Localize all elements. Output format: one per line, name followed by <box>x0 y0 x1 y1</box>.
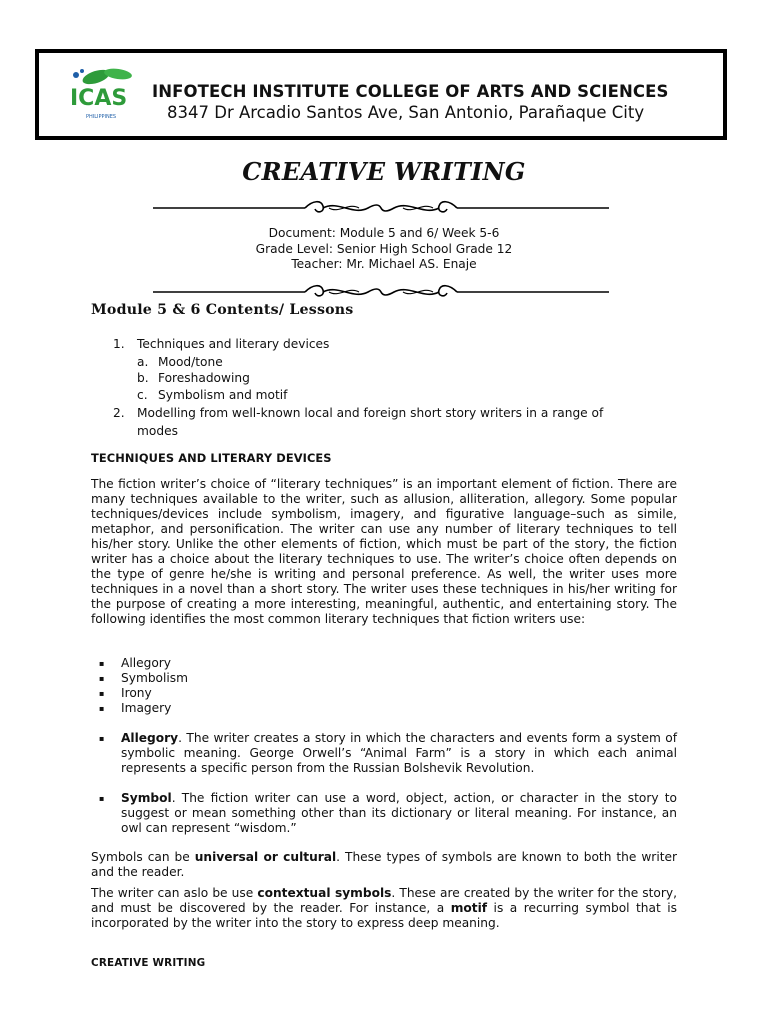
toc-subtext: Foreshadowing <box>158 371 250 385</box>
bullet-icon: ▪ <box>99 689 105 698</box>
list-item-text: Irony <box>121 686 152 700</box>
symbol-text: . The fiction writer can use a word, object, action, or character in the story to suggest or mean something other than its dictionary or literal meaning. For instance, an owl can represent “wisdom.” <box>121 791 677 835</box>
techniques-heading: TECHNIQUES AND LITERARY DEVICES <box>91 451 332 465</box>
list-item-text: Imagery <box>121 701 172 715</box>
allegory-term: Allegory <box>121 731 179 745</box>
symbol-term: Symbol <box>121 791 172 805</box>
toc-text: modes <box>137 424 178 438</box>
toc-subtext: Mood/tone <box>158 355 223 369</box>
toc-text: Modelling from well-known local and foreign short story writers in a range of <box>137 406 604 420</box>
list-item-text: Symbolism <box>121 671 189 685</box>
toc-letter: c. <box>137 388 148 402</box>
toc-letter: b. <box>137 371 149 385</box>
bullet-icon: ▪ <box>99 659 105 668</box>
universal-symbols-paragraph <box>91 850 677 880</box>
allegory-definition <box>121 731 677 776</box>
contextual-symbols-paragraph <box>91 886 677 931</box>
list-item-text: Allegory <box>121 656 172 670</box>
page-footer: CREATIVE WRITING <box>91 957 206 969</box>
document-info: Document: Module 5 and 6/ Week 5-6 <box>268 226 500 240</box>
universal-term: universal or cultural <box>194 850 337 864</box>
allegory-text: . The writer creates a story in which the characters and events form a system of symbolic meaning. George Orwell’s “Animal Farm” is a story in which each animal represents a specific person from the Russian Bolshevik Revolution. <box>121 731 677 775</box>
ornament-divider-bottom <box>153 282 609 302</box>
contents-heading: Module 5 & 6 Contents/ Lessons <box>91 302 354 318</box>
symbol-definition <box>121 791 677 836</box>
teacher-info: Teacher: Mr. Michael AS. Enaje <box>291 257 477 271</box>
contextual-text-after: is a recurring symbol that is incorporated by the writer into the story to express deep meaning. <box>91 901 677 930</box>
contextual-text-before: The writer can aslo be use <box>91 886 258 900</box>
bullet-icon: ▪ <box>99 794 105 803</box>
universal-text-after: . These types of symbols are known to both the writer and the reader. <box>91 850 677 879</box>
school-address: 8347 Dr Arcadio Santos Ave, San Antonio, Parañaque City <box>167 103 645 122</box>
logo-leaf-icon <box>73 67 133 87</box>
universal-text-before: Symbols can be <box>91 850 195 864</box>
school-name: INFOTECH INSTITUTE COLLEGE OF ARTS AND SCIENCES <box>152 82 669 101</box>
toc-letter: a. <box>137 355 149 369</box>
ornament-divider-top <box>153 198 609 218</box>
bullet-icon: ▪ <box>99 674 105 683</box>
grade-level-info: Grade Level: Senior High School Grade 12 <box>255 242 513 256</box>
toc-text: Techniques and literary devices <box>137 337 330 351</box>
bullet-icon: ▪ <box>99 734 105 743</box>
document-title: CREATIVE WRITING <box>242 157 526 186</box>
techniques-intro-paragraph: The fiction writer’s choice of “literary techniques” is an important element of fiction. There are many techniques available to the writer, such as allusion, alliteration, allegory. Some popular techniques/devices include symbolism, imagery, and figurative language–such as simile, metaphor, and personification. The writer can use any number of literary techniques to tell his/her story. Unlike the other elements of fiction, which must be part of the story, the fiction writer has a choice about the literary techniques to use. The writer’s choice often depends on the type of genre he/she is writing and personal preference. As well, the writer uses more techniques in a novel than a short story. The writer uses these techniques in his/her writing for the purpose of creating a more interesting, meaningful, authentic, and entertaining story. The following identifies the most common literary techniques that fiction writers use: <box>91 477 677 626</box>
toc-subtext: Symbolism and motif <box>158 388 288 402</box>
contextual-text-middle: . These are created by the writer for the story, and must be discovered by the reader. For instance, a <box>91 886 677 915</box>
logo-text: ICAS <box>70 86 128 111</box>
toc-number: 2. <box>113 406 125 420</box>
logo-subtext: PHILIPPINES <box>86 114 117 120</box>
contextual-term: contextual symbols <box>257 886 392 900</box>
bullet-icon: ▪ <box>99 704 105 713</box>
school-logo <box>68 65 146 123</box>
school-header <box>35 49 727 140</box>
toc-number: 1. <box>113 337 125 351</box>
motif-term: motif <box>450 901 488 915</box>
